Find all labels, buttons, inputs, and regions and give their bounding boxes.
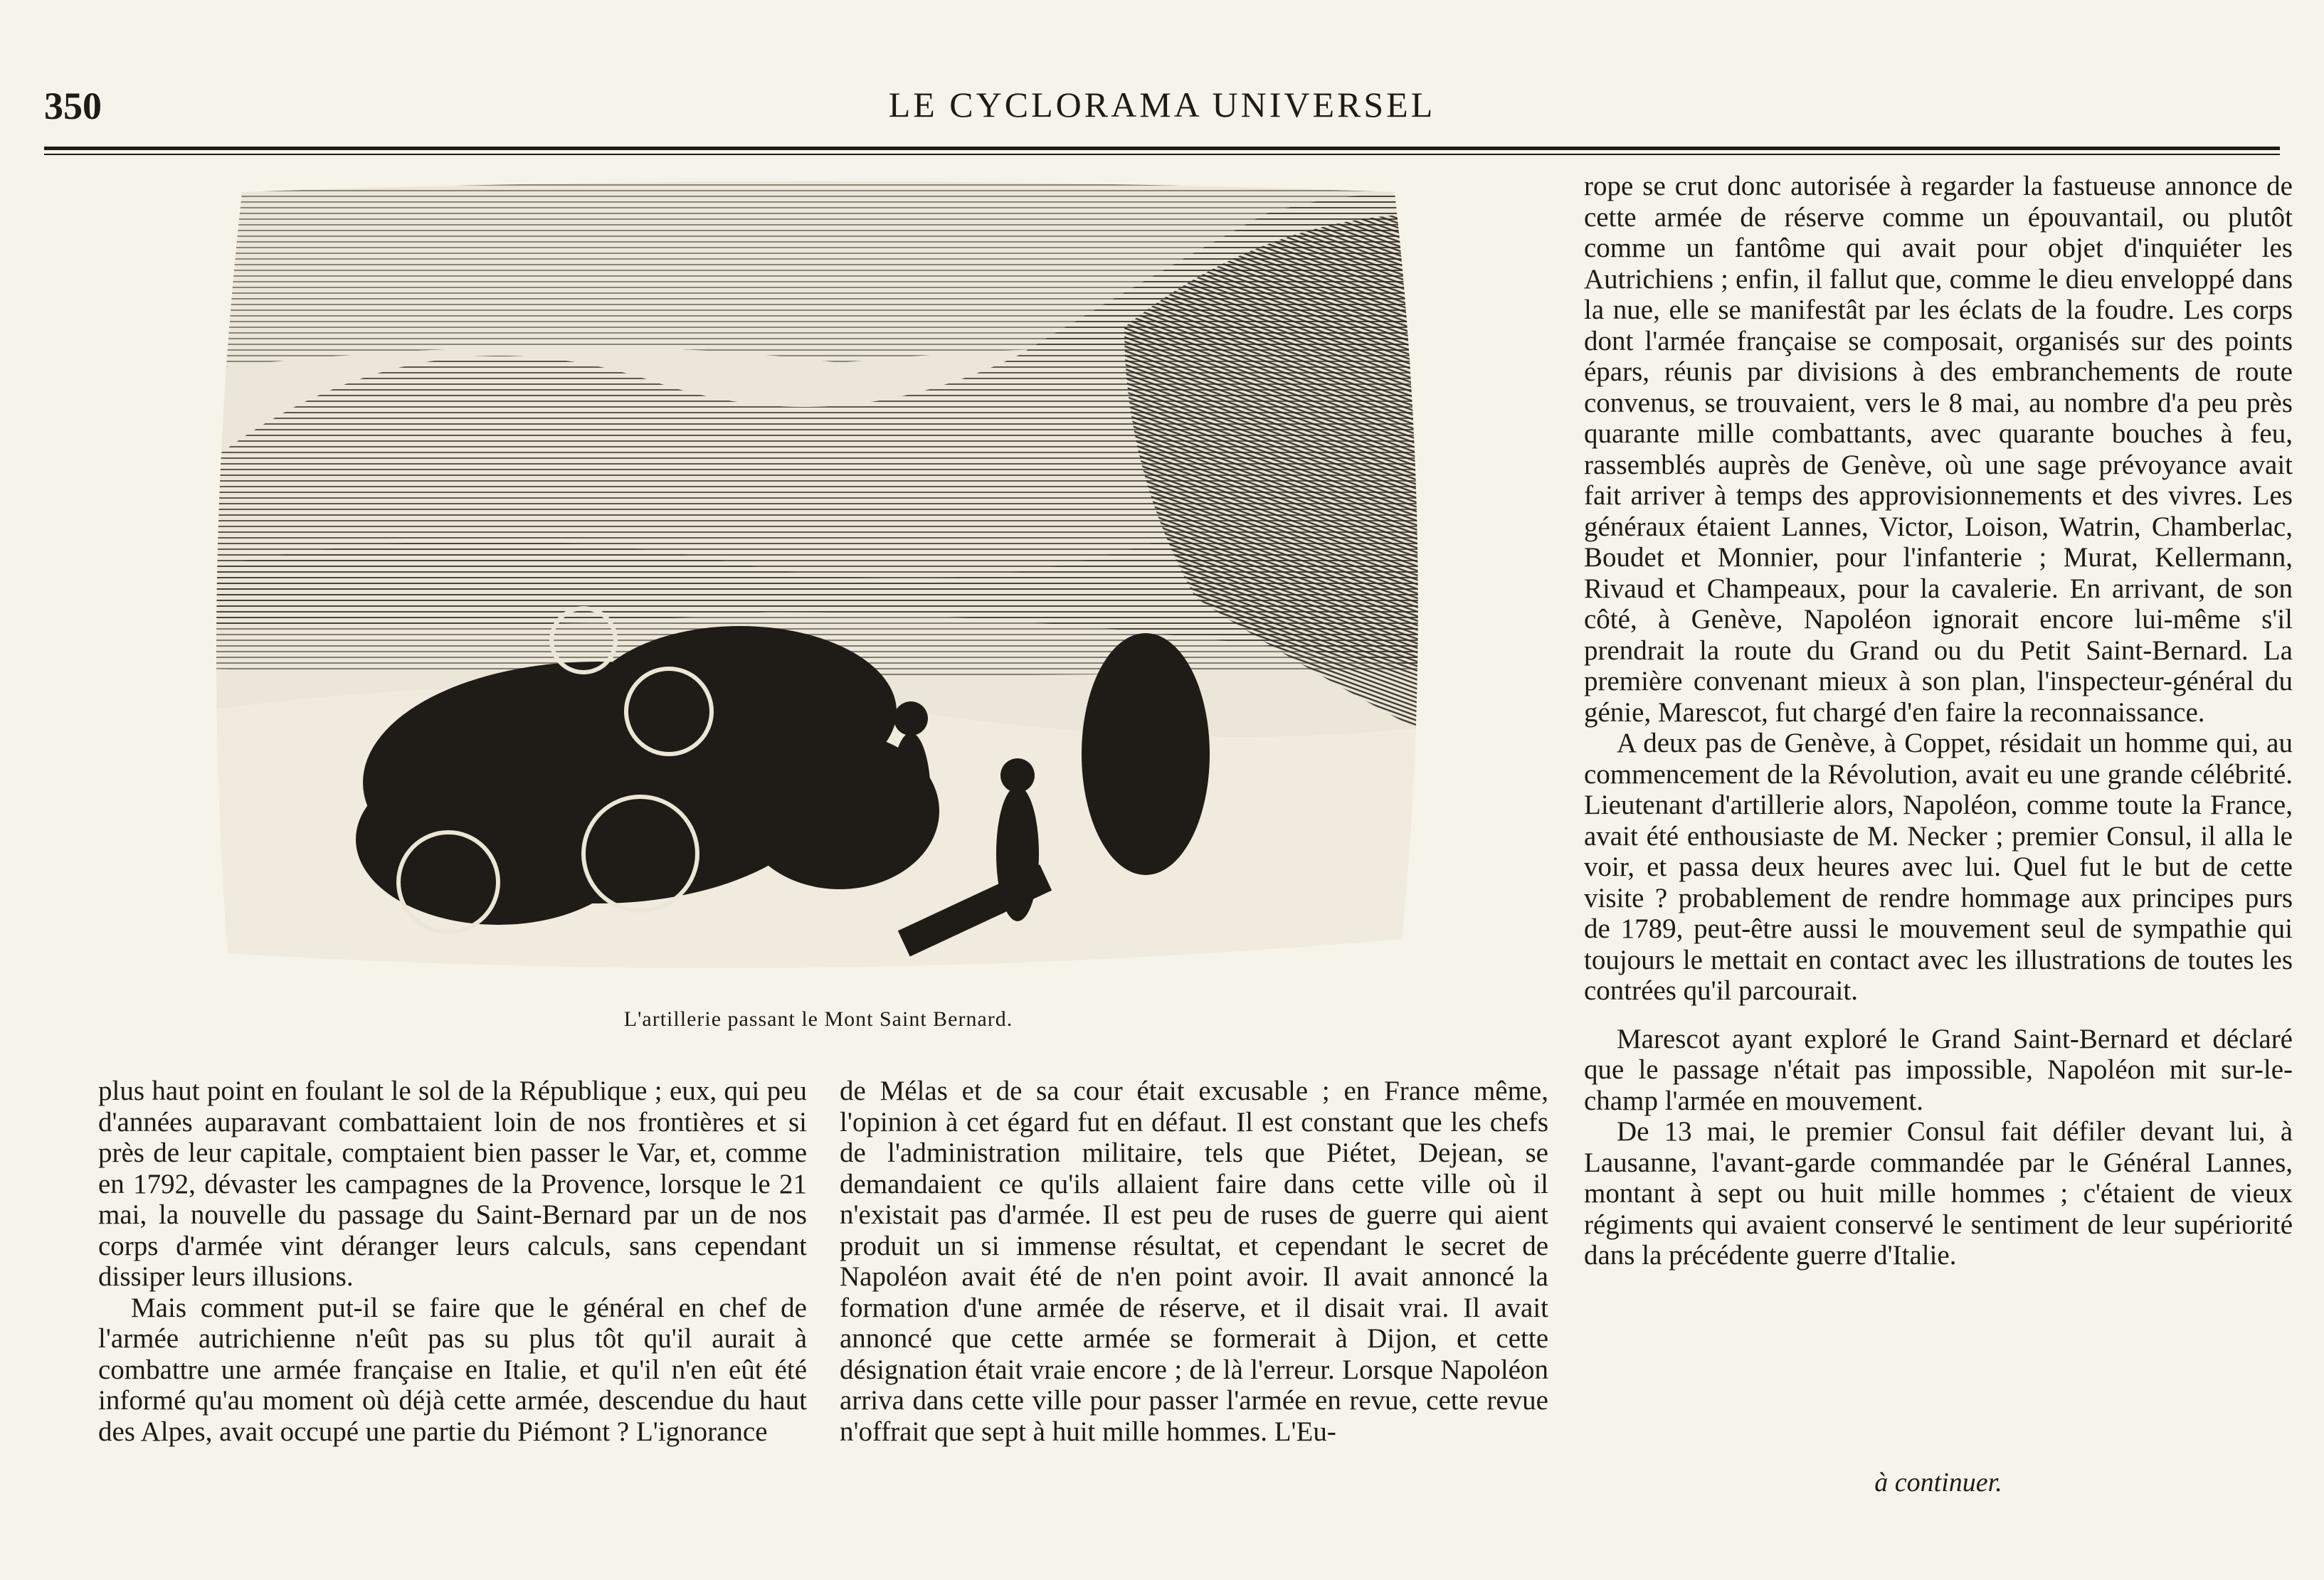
text-column-right [1584, 171, 2293, 1271]
engraving-illustration [199, 171, 1437, 989]
paragraph: de Mélas et de sa cour était excusable ; en France même, l'opinion à cet égard fut en défaut. Il est constant que les chefs de l'administration militaire, tels que Piétet, Dejean, se demandaient ce qu'ils allaient faire dans cette ville où il n'existait pas d'armée. Il est peu de ruses de guerre qui aient produit un si immense résultat, et cependant le secret de Napoléon avait été de n'en point avoir. Il avait annoncé la formation d'une armée de réserve, et il disait vrai. Il avait annoncé que cette armée se formerait à Dijon, et cette désignation était vraie encore ; de là l'erreur. Lorsque Napoléon arriva dans cette ville pour passer l'armée en revue, cette revue n'offrait que sept à huit mille hommes. L'Eu- [840, 1076, 1548, 1447]
paragraph: Marescot ayant exploré le Grand Saint-Bernard et déclaré que le passage n'était pas impossible, Napoléon mit sur-le-champ l'armée en mouvement. [1584, 1023, 2293, 1116]
page-number: 350 [44, 85, 102, 127]
header-rule-thick [44, 147, 2280, 150]
running-title: LE CYCLORAMA UNIVERSEL [888, 85, 1436, 124]
text-column-left [98, 1076, 807, 1447]
header-rule-thin [44, 154, 2280, 155]
continue-note: à continuer. [1874, 1468, 2002, 1497]
text-column-middle [840, 1076, 1548, 1447]
paragraph: A deux pas de Genève, à Coppet, résidait un homme qui, au commencement de la Révolution, avait eu une grande célébrité. Lieutenant d'artillerie alors, Napoléon, comme toute la France, avait été enthousiaste de M. Necker ; premier Consul, il alla le voir, et passa deux heures avec lui. Quel fut le but de cette visite ? probablement de rendre hommage aux principes purs de 1789, peut-être aussi le mouvement seul de sympathie qui toujours le mettait en contact avec les illustrations de toutes les contrées qu'il parcourait. [1584, 728, 2293, 1006]
paragraph-gap [1584, 1007, 2293, 1024]
paragraph: plus haut point en foulant le sol de la République ; eux, qui peu d'années auparavant combattaient loin de nos frontières et si près de leur capitale, comptaient bien passer le Var, et, comme en 1792, dévaster les campagnes de la Provence, lorsque le 21 mai, la nouvelle du passage du Saint-Bernard par un de nos corps d'armée vint déranger leurs calculs, sans cependant dissiper leurs illusions. [98, 1076, 807, 1292]
paragraph: Mais comment put-il se faire que le général en chef de l'armée autrichienne n'eût pas su plus tôt qu'il aurait à combattre une armée française en Italie, et qu'il n'en eût été informé qu'au moment où déjà cette armée, descendue du haut des Alpes, avait occupé une partie du Piémont ? L'ignorance [98, 1292, 807, 1447]
paragraph: rope se crut donc autorisée à regarder la fastueuse annonce de cette armée de réserve comme un épouvantail, ou plutôt comme un fantôme qui avait pour objet d'inquiéter les Autrichiens ; enfin, il fallut que, comme le dieu enveloppé dans la nue, elle se manifestât par les éclats de la foudre. Les corps dont l'armée française se composait, organisés sur des points épars, réunis par divisions à des embranchements de route convenus, se trouvaient, vers le 8 mai, au nombre d'a peu près quarante mille combattants, avec quarante bouches à feu, rassemblés auprès de Genève, où une sage prévoyance avait fait arriver à temps des approvisionnements et des vivres. Les généraux étaient Lannes, Victor, Loison, Watrin, Chamberlac, Boudet et Monnier, pour l'infanterie ; Murat, Kellermann, Rivaud et Champeaux, pour la cavalerie. En arrivant, de son côté, à Genève, Napoléon ignorait encore lui-même s'il prendrait la route du Grand ou du Petit Saint-Bernard. La première convenant mieux à son plan, l'inspecteur-général du génie, Marescot, fut chargé d'en faire la reconnaissance. [1584, 171, 2293, 728]
illustration-caption: L'artillerie passant le Mont Saint Bernard. [623, 1007, 1013, 1031]
paragraph: De 13 mai, le premier Consul fait défiler devant lui, à Lausanne, l'avant-garde commandée par le Général Lannes, montant à sept ou huit mille hommes ; c'étaient de vieux régiments qui avaient conservé le sentiment de leur supériorité dans la précédente guerre d'Italie. [1584, 1116, 2293, 1271]
